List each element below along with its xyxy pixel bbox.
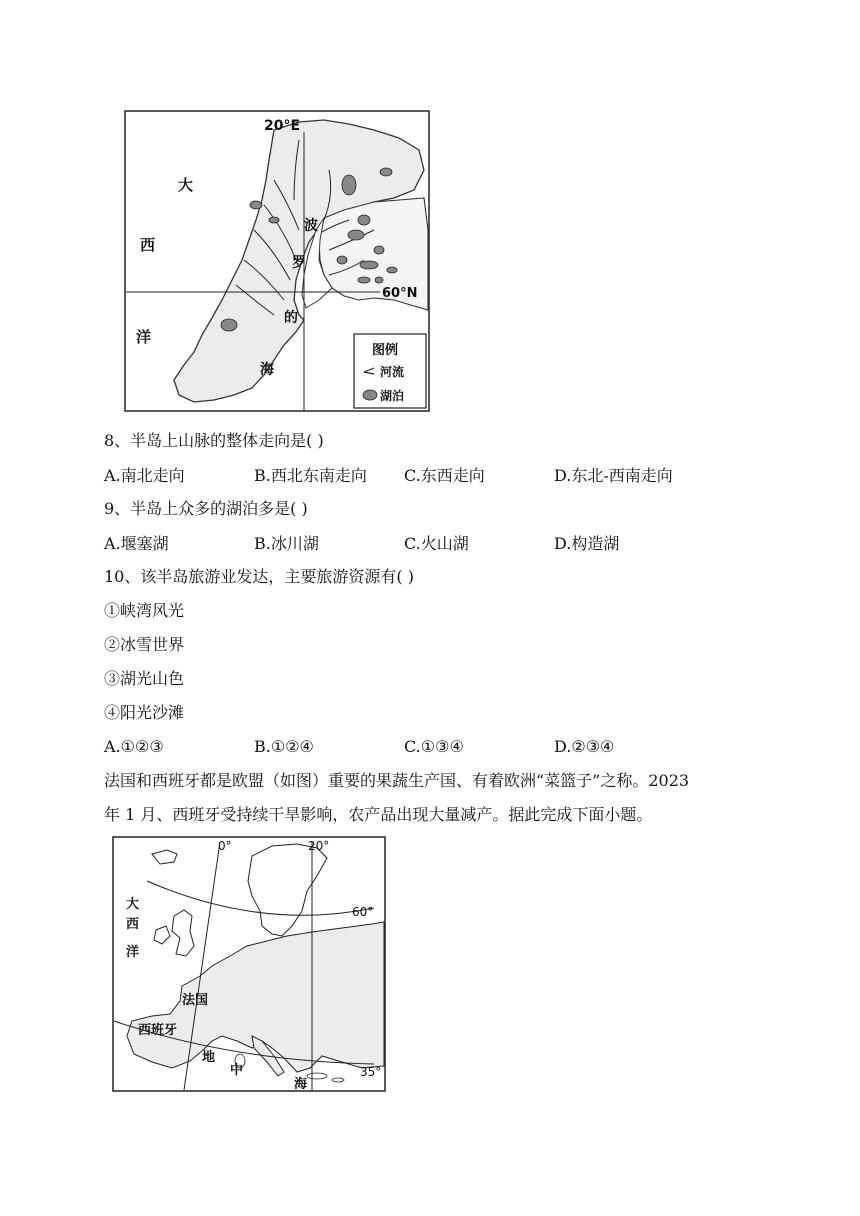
question-8-option-a[interactable]: A.南北走向: [104, 466, 185, 485]
question-10-item-2: ②冰雪世界: [104, 635, 185, 654]
france-label: 法国: [182, 993, 209, 1008]
lake-legend-icon: [363, 390, 377, 400]
question-10-option-a[interactable]: A.①②③: [104, 737, 164, 756]
sea-char-4: 海: [260, 362, 274, 378]
legend-title: 图例: [372, 343, 399, 358]
map2-ocean-char-1: 大: [126, 897, 140, 912]
question-10-option-c[interactable]: C.①③④: [404, 737, 464, 756]
question-10-option-d[interactable]: D.②③④: [554, 737, 615, 756]
passage-line-2: 年 1 月、西班牙受持续干旱影响，农产品出现大量减产。据此完成下面小题。: [104, 805, 653, 824]
map2-ocean-char-3: 洋: [126, 945, 140, 960]
question-10-stem: 10、该半岛旅游业发达，主要旅游资源有( ): [104, 567, 414, 586]
question-9-stem: 9、半岛上众多的湖泊多是( ): [104, 499, 308, 518]
sea-char-2: 罗: [292, 255, 306, 271]
spain-label: 西班牙: [138, 1023, 178, 1038]
lat-60-label: 60°: [352, 905, 374, 919]
question-9-option-c[interactable]: C.火山湖: [404, 534, 469, 553]
passage-line-1: 法国和西班牙都是欧盟（如图）重要的果蔬生产国、有着欧洲“菜篮子”之称。2023: [104, 771, 690, 790]
ocean-char-2: 西: [140, 236, 156, 254]
question-9-option-a[interactable]: A.堰塞湖: [104, 534, 169, 553]
question-9-option-b[interactable]: B.冰川湖: [254, 534, 319, 553]
legend-lake-label: 湖泊: [380, 389, 405, 403]
question-8-option-d[interactable]: D.东北-西南走向: [554, 466, 673, 485]
map-legend: [354, 334, 426, 408]
lat-60n-label: 60°N: [382, 286, 418, 301]
map2-ocean-char-2: 西: [126, 917, 140, 932]
lon-0-label: 0°: [218, 839, 232, 853]
question-10-item-1: ①峡湾风光: [104, 601, 185, 620]
question-9-option-d[interactable]: D.构造湖: [554, 534, 620, 553]
lat-35-label: 35°: [360, 1065, 382, 1079]
med-char-3: 海: [294, 1077, 308, 1092]
question-10-item-3: ③湖光山色: [104, 669, 185, 688]
question-8-option-c[interactable]: C.东西走向: [404, 466, 485, 485]
legend-river-label: 河流: [380, 365, 405, 379]
ocean-char-3: 洋: [136, 328, 152, 346]
lon-20-label: 20°: [308, 839, 330, 853]
europe-map: [112, 836, 386, 1092]
med-char-2: 中: [230, 1063, 244, 1078]
question-10-item-4: ④阳光沙滩: [104, 703, 185, 722]
ocean-char-1: 大: [178, 176, 194, 194]
question-10-option-b[interactable]: B.①②④: [254, 737, 314, 756]
question-8-stem: 8、半岛上山脉的整体走向是( ): [104, 431, 324, 450]
scandinavia-map: [124, 110, 430, 412]
sea-char-3: 的: [284, 310, 298, 326]
med-char-1: 地: [202, 1050, 216, 1065]
question-8-option-b[interactable]: B.西北东南走向: [254, 466, 367, 485]
sea-char-1: 波: [304, 218, 318, 234]
lon-20e-label: 20°E: [264, 118, 301, 134]
